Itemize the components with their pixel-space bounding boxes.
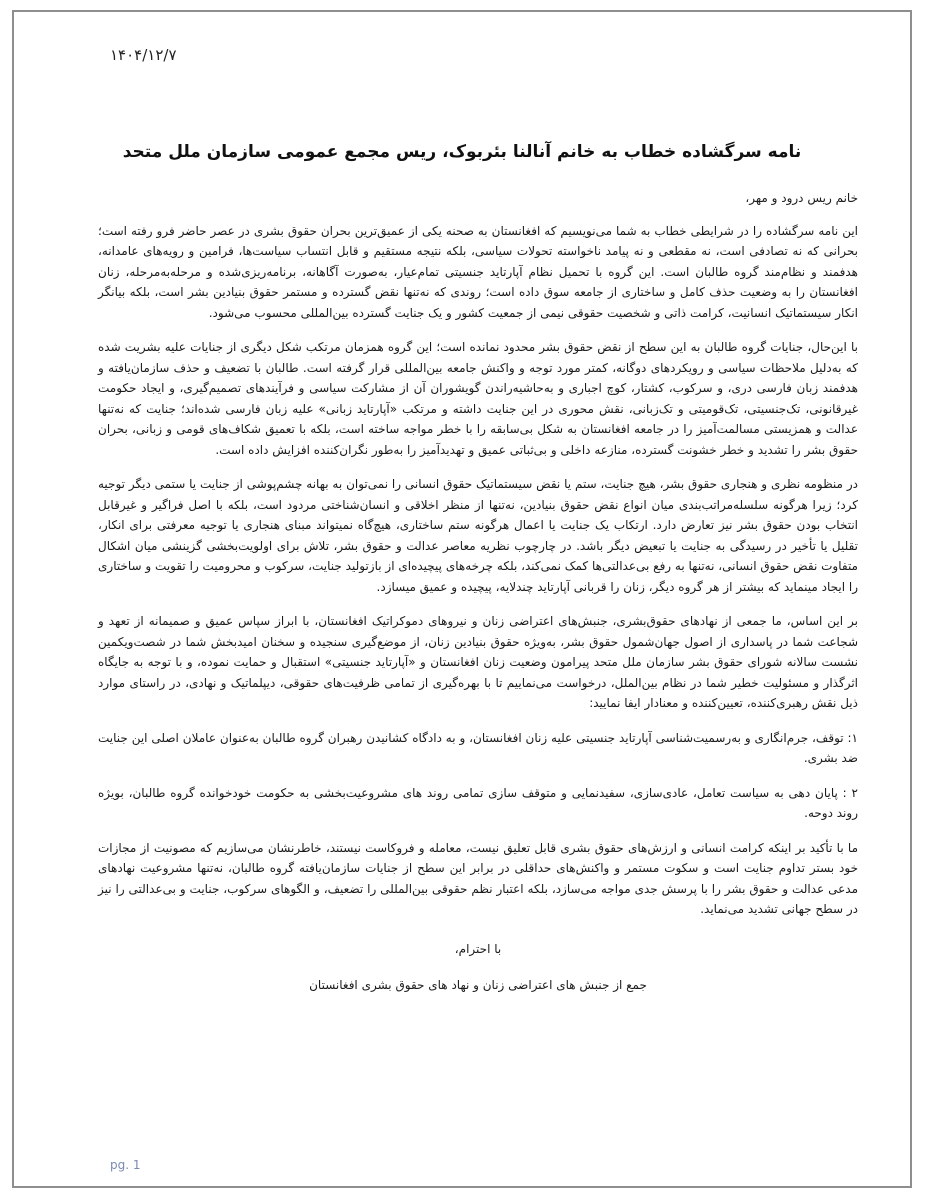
paragraph-final: ما با تأکید بر اینکه کرامت انسانی و ارزش‌های حقوق بشری قابل تعلیق نیست، معامله و فروکاست نیستند، خاطرنشان می‌سازیم که مصونیت از مجازات خود بستر تداوم جنایت است و سکوت مستمر و واکنش‌های حداقلی در برابر این سطح از جنایات سازمان‌یافته گروه طالبان، نه‌تنها مشروعیت نهادهای مدعی عدالت و حقوق بشر را با پرسش جدی مواجه می‌سازد، بلکه اعتبار نظم حقوقی بین‌المللی را تضعیف، و الگوهای سرکوب، جنایت و بی‌عدالتی را نیز در سطح جهانی تشدید می‌نماید. xyxy=(98,840,858,916)
closing-regards: با احترام، xyxy=(454,941,502,956)
document-date: ۱۴۰۴/۱۲/۷ xyxy=(110,46,177,64)
closing-block xyxy=(98,938,858,996)
document-page xyxy=(12,10,912,1188)
demand-2: ۲ : پایان دهی به سیاست تعامل، عادی‌سازی، سفیدنمایی و متوقف سازی تمامی روند های مشروعیت‌بخشی به حکومت خودخوانده گروه طالبان، بویژه روند دوحه. xyxy=(98,785,858,820)
letter-body xyxy=(98,188,858,996)
paragraph-3: در منظومه نظری و هنجاری حقوق بشر، هیچ جنایت، ستم یا نقض سیستماتیک حقوق انسانی را نمی‌توان به بهانه چشم‌پوشی از جنایت یا ستمی دیگر توجیه کرد؛ زیرا هرگونه سلسله‌مراتب‌بندی میان انواع نقض حقوق بنیادین، نه‌تنها از منظر اخلاقی و انسان‌شناختی مردود است، بلکه با اصل فراگیر و غیرقابل انتخاب بودن حقوق بشر نیز تعارض دارد. ارتکاب یک جنایت یا اعمال هرگونه ستم ساختاری، هیچ‌گاه نمیتواند مبنای هنجاری یا توجیه معرفتی برای انکار، تقلیل یا تأخیر در رسیدگی به جنایت یا تبعیض دیگر باشد. در چارچوب نظریه معاصر عدالت و حقوق بشر، تلاش برای اولویت‌بخشی گزینشی میان اشکال متفاوت نقض حقوق انسانی، نه‌تنها به رفع بی‌عدالتی‌ها کمک نمی‌کند، بلکه چرخه‌های پیچیده‌ای از بازتولید جنایت، سرکوب و محرومیت را تقویت و ساختاری را ایجاد مینماید که بیشتر از هر گروه دیگر، زنان را قربانی آپارتاید چندلایه، پیچیده و عمیق میسازد. xyxy=(98,477,858,594)
demand-1: ۱: توقف، جرم‌انگاری و به‌رسمیت‌شناسی آپارتاید جنسیتی علیه زنان افغانستان، و به دادگاه کشانیدن رهبران گروه طالبان به‌عنوان عاملان اصلی این جنایت ضد بشری. xyxy=(98,730,858,765)
paragraph-2: با این‌حال، جنایات گروه طالبان به این سطح از نقض حقوق بشر محدود نمانده است؛ این گروه همزمان مرتکب شکل دیگری از جنایات علیه بشریت شده که به‌دلیل ملاحظات سیاسی و رویکردهای دوگانه، کمتر مورد توجه و واکنش جامعه بین‌المللی قرار گرفته است. طالبان با تضعیف و حذف سازمان‌یافته و هدفمند زبان فارسی دری، و سرکوب، کشتار، کوچ اجباری و به‌حاشیه‌راندن گویشوران آن از مشارکت سیاسی و فرآیندهای تصمیم‌گیری، و ایجاد حکومت غیرقانونی، تک‌جنسیتی، تک‌قومیتی و تک‌زبانی، نقش محوری در این جنایت داشته و مرتکب «آپارتاید زبانی» علیه زبان فارسی شده‌اند؛ جنایت که نه‌تنها عدالت و همزیستی مسالمت‌آمیز را در جامعه افغانستان به شکل بی‌سابقه را با خطر مواجه ساخته است، بلکه با تعمیق شکاف‌های قومی و زبانی، بحران حقوق بشر را تشدید و خطر خشونت گسترده، منازعه داخلی و بی‌ثباتی عمیق و تهدیدآمیز را به‌طور نگران‌کننده افزایش داده است. xyxy=(98,340,858,457)
paragraph-4: بر این اساس، ما جمعی از نهادهای حقوق‌بشری، جنبش‌های اعتراضی زنان و نیروهای دموکراتیک افغانستان، با ابراز سپاس عمیق و صمیمانه از تعهد و شجاعت شما در پاسداری از اصول جهان‌شمول حقوق بشر، به‌ویژه حقوق بنیادین زنان، از موضع‌گیری سنجیده و سخنان امیدبخش شما در شصت‌ویکمین نشست سالانه شورای حقوق بشر سازمان ملل متحد پیرامون وضعیت زنان افغانستان و «آپارتاید جنسیتی» استقبال و حمایت نموده، و با توجه به جایگاه اثرگذار و مسئولیت خطیر شما در نظام بین‌الملل، درخواست می‌نماییم تا با بهره‌گیری از تمامی ظرفیت‌های حقوقی، دیپلماتیک و نهادی، در راستای موارد ذیل نقش رهبری‌کننده، تعیین‌کننده و معنادار ایفا نمایید: xyxy=(98,614,858,710)
document-title: نامه سرگشاده خطاب به خانم آنالنا بئربوک، ریس مجمع عمومی سازمان ملل متحد xyxy=(122,142,802,162)
signature: جمع از جنبش های اعتراضی زنان و نهاد های حقوق بشری افغانستان xyxy=(309,977,647,992)
page-number: pg. 1 xyxy=(110,1158,141,1172)
salutation: خانم ریس درود و مهر، xyxy=(745,191,858,205)
paragraph-1: این نامه سرگشاده را در شرایطی خطاب به شما می‌نویسیم که افغانستان به صحنه یکی از عمیق‌ترین بحران حقوق بشری در عصر حاضر فرو رفته است؛ بحرانی که نه تصادفی است، نه مقطعی و نه پیامد ناخواسته تحولات سیاسی، بلکه نتیجه مستقیم و قابل انتساب سیاست‌ها، فرامین و رویه‌های عامدانه، هدفمند و نظام‌مند گروه طالبان است. این گروه با تحمیل نظام آپارتاید جنسیتی تمام‌عیار، به‌صورت آگاهانه، برنامه‌ریزی‌شده و مرحله‌به‌مرحله، زنان افغانستان را به وضعیت حذف کامل و ساختاری از جامعه سوق داده است؛ روندی که نه‌تنها نقض گسترده و مستمر حقوق بنیادین بشر است، بلکه بیانگر انکار سیستماتیک انسانیت، کرامت ذاتی و شخصیت حقوقی نیمی از جمعیت کشور و یک جنایت گسترده بین‌المللی محسوب می‌شود. xyxy=(98,223,858,320)
